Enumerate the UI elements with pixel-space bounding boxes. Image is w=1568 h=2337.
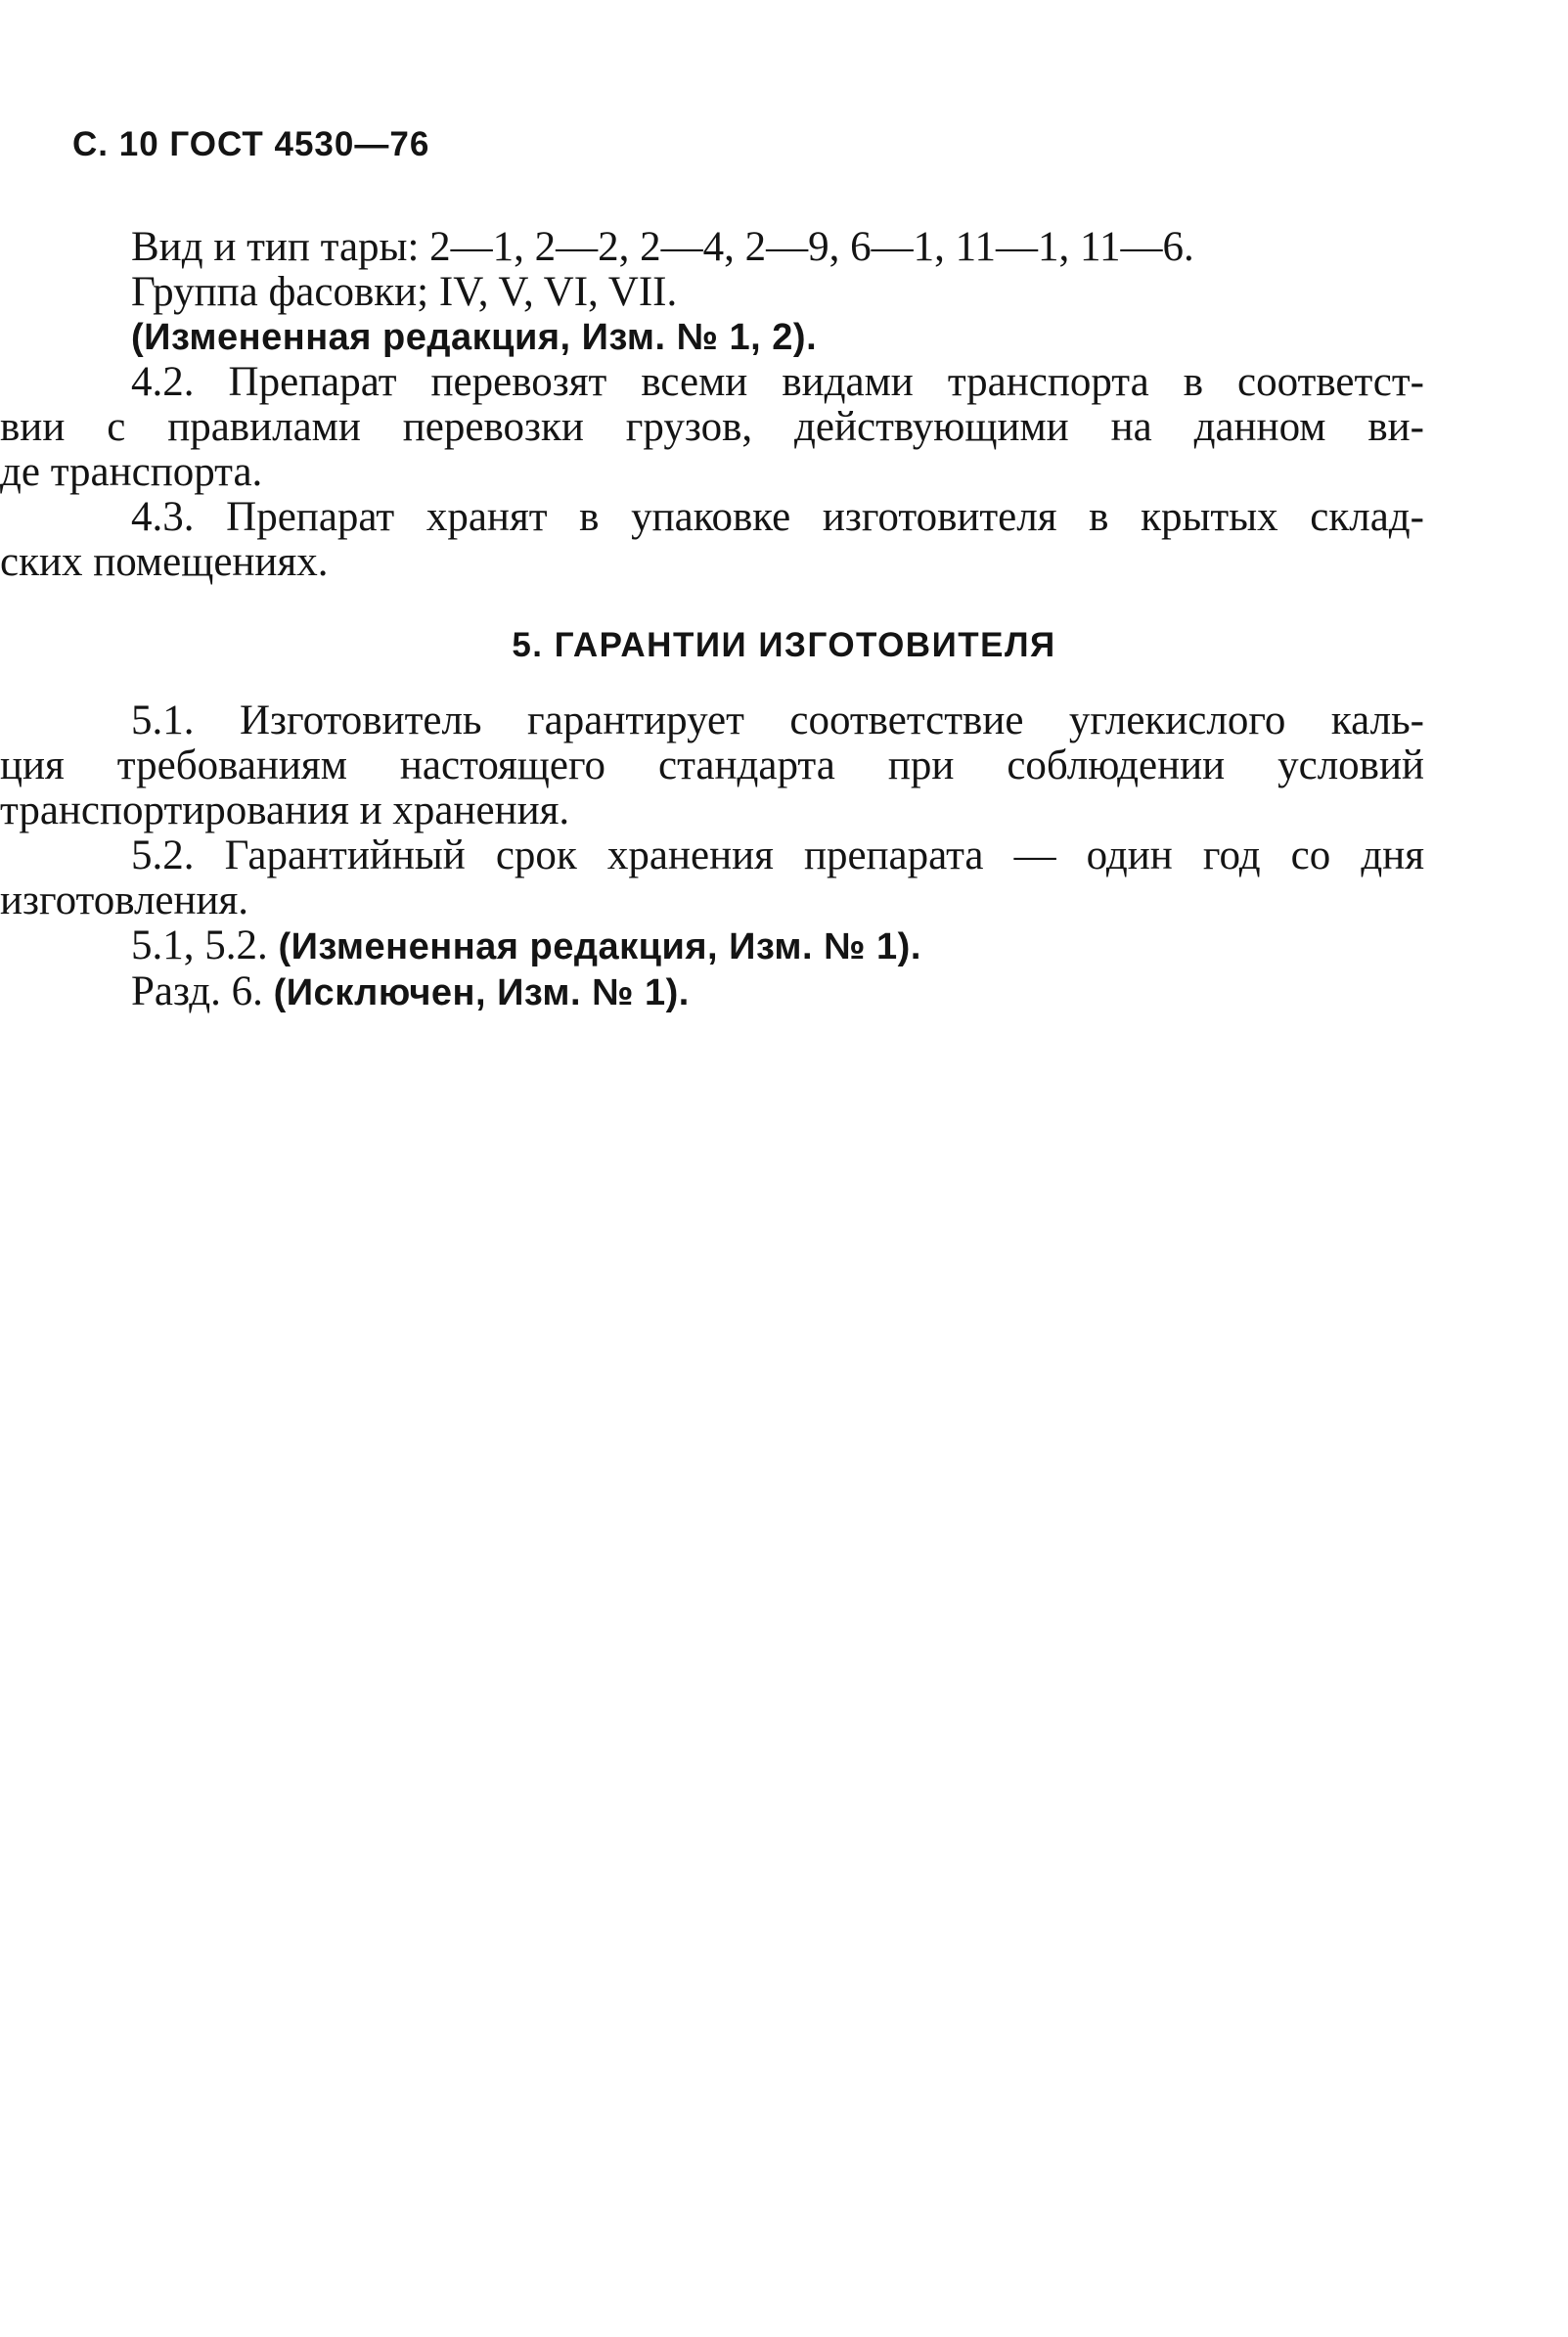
paragraph-5-1-line-1: 5.1. Изготовитель гарантирует соответствие углекислого каль- xyxy=(131,698,1424,743)
paragraph-4-2-line-3: де транспорта. xyxy=(0,449,263,495)
tara-type-line: Вид и тип тары: 2—1, 2—2, 2—4, 2—9, 6—1, 11—1, 11—6. xyxy=(131,224,1194,270)
section-6-line xyxy=(131,969,1424,1015)
page-header: С. 10 ГОСТ 4530—76 xyxy=(72,125,430,163)
paragraph-5-2-line-2: изготовления. xyxy=(0,877,249,923)
amendment-line-5 xyxy=(131,923,1424,969)
amendment-ref: 5.1, 5.2. xyxy=(131,922,268,968)
amendment-text: (Измененная редакция, Изм. № 1). xyxy=(278,926,921,967)
section-5-heading: 5. ГАРАНТИИ ИЗГОТОВИТЕЛЯ xyxy=(512,626,1056,664)
paragraph-4-3-line-1: 4.3. Препарат хранят в упаковке изготовителя в крытых склад- xyxy=(131,495,1424,540)
paragraph-4-2-line-1: 4.2. Препарат перевозят всеми видами транспорта в соответст- xyxy=(131,360,1424,405)
paragraph-5-1-line-3: транспортирования и хранения. xyxy=(0,787,570,833)
section-4-continuation xyxy=(0,224,1424,585)
section-6-excluded-note: (Исключен, Изм. № 1). xyxy=(273,972,690,1013)
paragraph-4-2-line-2: вии с правилами перевозки грузов, действующими на данном ви- xyxy=(0,405,1424,450)
paragraph-5-2-line-1: 5.2. Гарантийный срок хранения препарата — один год со дня xyxy=(131,833,1424,878)
amendment-note: (Измененная редакция, Изм. № 1, 2). xyxy=(131,317,818,358)
section-5-body xyxy=(0,698,1424,1015)
packing-group-line: Группа фасовки; IV, V, VI, VII. xyxy=(131,269,678,315)
section-6-ref: Разд. 6. xyxy=(131,968,263,1014)
paragraph-4-3-line-2: ских помещениях. xyxy=(0,539,329,585)
paragraph-5-1-line-2: ция требованиям настоящего стандарта при соблюдении условий xyxy=(0,743,1424,788)
